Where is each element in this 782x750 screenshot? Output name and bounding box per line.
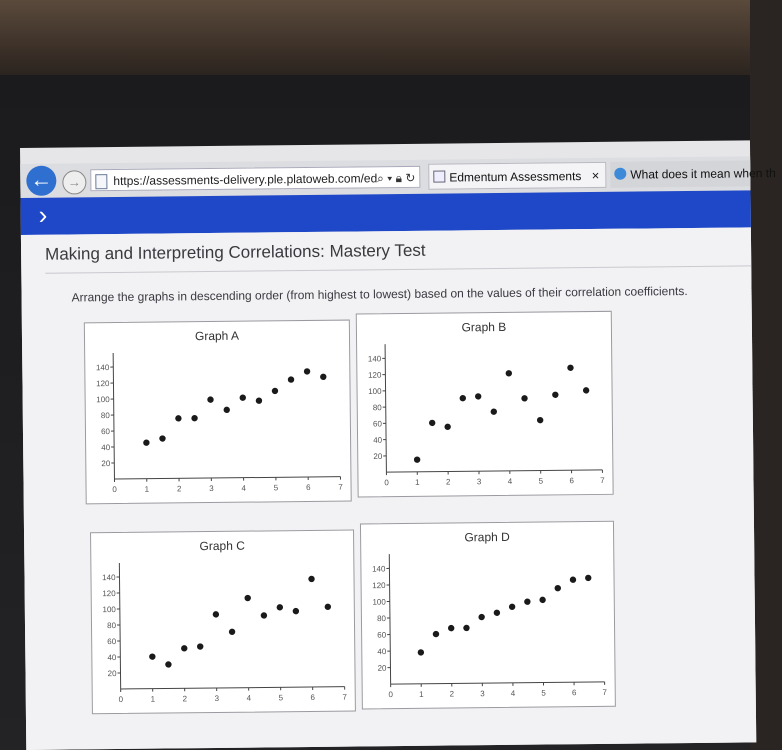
- y-tick-label: 20: [101, 459, 111, 469]
- x-tick-label: 5: [273, 483, 279, 493]
- y-tick-label: 40: [373, 435, 383, 445]
- graph-c-card[interactable]: [90, 530, 356, 715]
- x-tick-label: 1: [144, 484, 150, 494]
- y-tick-label: 80: [107, 621, 117, 631]
- x-tick-label: 2: [176, 484, 182, 494]
- close-icon[interactable]: ×: [591, 167, 600, 184]
- room-background: [0, 0, 750, 75]
- data-point: [277, 604, 283, 610]
- data-point: [165, 661, 171, 667]
- data-point: [509, 604, 515, 610]
- data-point: [175, 415, 181, 421]
- graph-a-chart: [85, 321, 351, 504]
- chevron-down-icon[interactable]: ▾: [387, 171, 393, 186]
- back-button[interactable]: [26, 166, 56, 196]
- data-point: [448, 625, 454, 631]
- graph-b-chart: [357, 312, 613, 497]
- x-tick-label: 2: [182, 694, 188, 704]
- y-axis: [389, 554, 390, 684]
- y-tick-label: 80: [372, 403, 382, 413]
- data-point: [478, 614, 484, 620]
- page-icon: [433, 171, 445, 183]
- data-point: [570, 576, 576, 582]
- y-tick-label: 20: [377, 663, 387, 673]
- tab-edmentum[interactable]: [428, 162, 606, 190]
- x-tick-label: 3: [214, 693, 220, 703]
- tab-label: Edmentum Assessments: [449, 169, 582, 185]
- data-point: [555, 585, 561, 591]
- data-point: [304, 368, 310, 374]
- data-point: [567, 365, 573, 371]
- data-point: [524, 598, 530, 604]
- data-point: [444, 424, 450, 430]
- data-point: [143, 439, 149, 445]
- graph-b-card[interactable]: [356, 311, 614, 498]
- y-axis: [385, 344, 386, 472]
- y-tick-label: 140: [372, 564, 386, 574]
- y-tick-label: 100: [368, 386, 382, 397]
- data-point: [460, 395, 466, 401]
- browser-window: [20, 140, 776, 750]
- tab-what-does-it-mean[interactable]: [610, 160, 776, 187]
- data-point: [261, 612, 267, 618]
- x-tick-label: 7: [600, 475, 605, 485]
- y-tick-label: 120: [102, 589, 116, 599]
- y-tick-label: 20: [107, 669, 117, 679]
- y-tick-label: 60: [101, 427, 111, 437]
- x-tick-label: 6: [310, 692, 316, 702]
- data-point: [244, 595, 250, 601]
- x-axis: [114, 477, 340, 479]
- data-point: [207, 396, 213, 402]
- y-tick-label: 40: [107, 653, 117, 663]
- graph-a-card[interactable]: [84, 320, 352, 505]
- y-tick-label: 100: [102, 605, 116, 615]
- x-tick-label: 6: [571, 688, 577, 698]
- chart-title: Graph D: [464, 529, 510, 545]
- data-point: [256, 397, 262, 403]
- data-point: [429, 420, 435, 426]
- question-text: Arrange the graphs in descending order (from highest to lowest) based on the values of their correlation coefficients.: [71, 284, 688, 305]
- y-tick-label: 40: [377, 647, 387, 657]
- graph-d-card[interactable]: [360, 521, 616, 710]
- x-tick-label: 7: [602, 687, 608, 697]
- page-title: Making and Interpreting Correlations: Mastery Test: [45, 240, 426, 264]
- data-point: [583, 387, 589, 393]
- x-tick-label: 0: [112, 485, 117, 495]
- data-point: [521, 395, 527, 401]
- data-point: [224, 407, 230, 413]
- x-tick-label: 2: [449, 689, 455, 699]
- data-point: [159, 435, 165, 441]
- x-tick-label: 6: [306, 482, 311, 493]
- x-tick-label: 1: [419, 689, 424, 699]
- data-point: [293, 608, 299, 614]
- data-point: [433, 631, 439, 637]
- chart-title: Graph B: [461, 319, 507, 335]
- y-tick-label: 120: [96, 379, 110, 389]
- x-tick-label: 3: [476, 477, 482, 487]
- x-axis: [386, 470, 602, 472]
- x-tick-label: 0: [118, 694, 124, 704]
- url-text: https://assessments-delivery.ple.platoweb.com/ed: [113, 171, 378, 189]
- y-tick-label: 80: [100, 411, 110, 421]
- data-point: [149, 653, 155, 659]
- data-point: [552, 392, 558, 398]
- lock-icon: 🔒︎: [395, 171, 403, 186]
- x-tick-label: 2: [445, 477, 451, 487]
- y-tick-label: 80: [376, 614, 386, 624]
- data-point: [325, 604, 331, 610]
- search-icon[interactable]: ⌕: [376, 171, 384, 186]
- y-tick-label: 120: [367, 370, 382, 380]
- x-tick-label: 5: [541, 688, 546, 698]
- y-tick-label: 40: [101, 443, 111, 453]
- x-tick-label: 4: [241, 483, 246, 493]
- y-tick-label: 140: [367, 354, 382, 364]
- data-point: [240, 394, 246, 400]
- address-bar[interactable]: [90, 166, 420, 191]
- x-tick-label: 3: [209, 483, 214, 494]
- data-point: [181, 645, 187, 651]
- chart-title: Graph A: [194, 328, 240, 344]
- data-point: [539, 597, 545, 603]
- arrow-left-icon: ←: [30, 166, 53, 192]
- x-tick-label: 1: [150, 694, 156, 704]
- data-point: [491, 408, 497, 414]
- data-point: [585, 575, 591, 581]
- data-point: [191, 415, 197, 421]
- y-axis: [119, 563, 120, 689]
- y-tick-label: 100: [96, 395, 110, 405]
- tab-label: What does it mean when th: [630, 166, 776, 182]
- x-tick-label: 0: [384, 478, 389, 488]
- data-point: [272, 388, 278, 394]
- data-point: [308, 576, 314, 582]
- y-tick-label: 60: [377, 630, 387, 640]
- page-icon: [95, 174, 107, 189]
- y-tick-label: 60: [372, 419, 382, 429]
- data-point: [506, 370, 512, 376]
- x-tick-label: 7: [342, 692, 348, 702]
- x-tick-label: 4: [510, 688, 516, 698]
- x-tick-label: 1: [415, 477, 420, 487]
- x-tick-label: 7: [338, 482, 343, 492]
- y-tick-label: 60: [107, 637, 117, 647]
- refresh-icon[interactable]: ↻: [405, 170, 416, 185]
- y-tick-label: 140: [102, 573, 116, 583]
- data-point: [414, 456, 420, 462]
- data-point: [320, 374, 326, 380]
- y-tick-label: 140: [95, 363, 110, 373]
- data-point: [463, 625, 469, 631]
- data-point: [197, 643, 203, 649]
- assessment-content: [21, 227, 756, 750]
- x-tick-label: 5: [538, 476, 544, 486]
- data-point: [213, 611, 219, 617]
- data-point: [537, 417, 543, 423]
- y-axis: [113, 353, 114, 479]
- chevron-right-icon[interactable]: ›: [38, 199, 48, 230]
- divider: [45, 265, 751, 273]
- chart-title: Graph C: [199, 538, 245, 554]
- x-tick-label: 5: [278, 693, 284, 703]
- x-tick-label: 6: [569, 476, 574, 486]
- graph-d-chart: [361, 522, 615, 709]
- x-tick-label: 4: [507, 476, 513, 486]
- y-tick-label: 120: [372, 580, 386, 591]
- x-axis: [121, 687, 345, 689]
- x-tick-label: 3: [480, 689, 485, 699]
- x-axis: [391, 682, 605, 684]
- y-tick-label: 100: [372, 597, 386, 607]
- x-tick-label: 0: [388, 690, 394, 700]
- data-point: [494, 610, 500, 616]
- graph-c-chart: [91, 531, 355, 714]
- address-tools: [377, 167, 415, 189]
- data-point: [229, 629, 235, 635]
- data-point: [475, 393, 481, 399]
- data-point: [418, 649, 424, 655]
- data-point: [288, 376, 294, 382]
- arrow-right-icon: →: [67, 174, 81, 190]
- x-tick-label: 4: [246, 693, 252, 703]
- globe-icon: [614, 168, 626, 180]
- forward-button[interactable]: [62, 170, 86, 194]
- y-tick-label: 20: [373, 451, 383, 462]
